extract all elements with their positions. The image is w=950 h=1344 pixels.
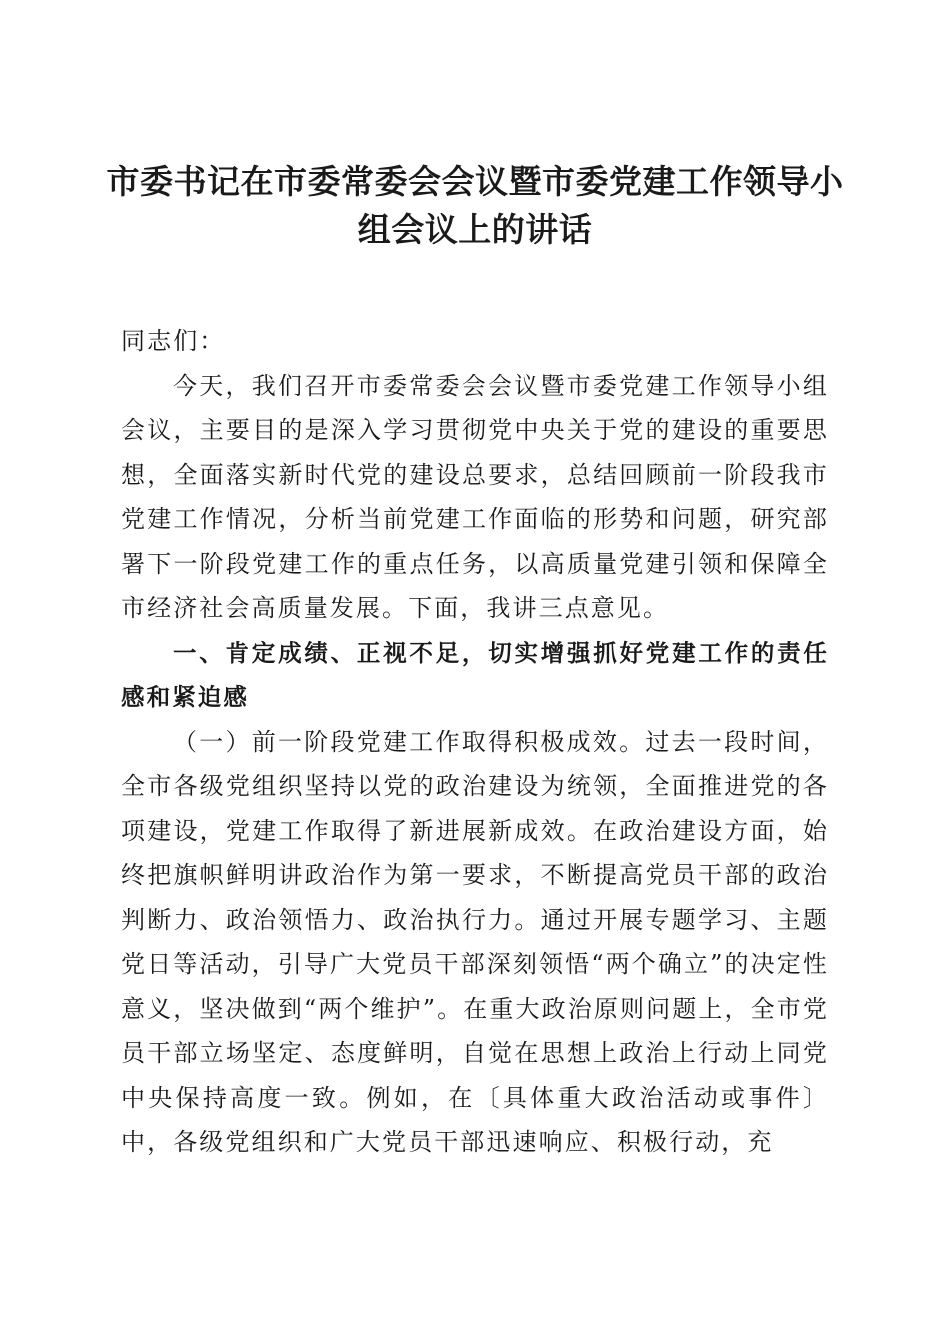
document-body <box>121 319 829 1165</box>
section-heading-1: 一、肯定成绩、正视不足，切实增强抓好党建工作的责任感和紧迫感 <box>121 638 829 711</box>
salutation: 同志们： <box>121 327 226 355</box>
intro-paragraph: 今天，我们召开市委常委会会议暨市委党建工作领导小组会议，主要目的是深入学习贯彻党中央关于党的建设的重要思想，全面落实新时代党的建设总要求，总结回顾前一阶段我市党建工作情况，分析当前党建工作面临的形势和问题，研究部署下一阶段党建工作的重点任务，以高质量党建引领和保障全市经济社会高质量发展。下面，我讲三点意见。 <box>121 371 829 622</box>
document-title: 市委书记在市委常委会会议暨市委党建工作领导小组会议上的讲话 <box>106 162 844 249</box>
subsection-body: 过去一段时间，全市各级党组织坚持以党的政治建设为统领，全面推进党的各项建设，党建工作取得了新进展新成效。在政治建设方面，始终把旗帜鲜明讲政治作为第一要求，不断提高党员干部的政治判断力、政治领悟力、政治执行力。通过开展专题学习、主题党日等活动，引导广大党员干部深刻领悟“两个确立”的决定性意义，坚决做到“两个维护”。在重大政治原则问题上，全市党员干部立场坚定、态度鲜明，自觉在思想上政治上行动上同党中央保持高度一致。例如，在〔具体重大政治活动或事件〕中，各级党组织和广大党员干部迅速响应、积极行动，充 <box>121 727 829 1156</box>
subsection-paragraph-1 <box>121 720 829 1165</box>
subsection-lead: （一）前一阶段党建工作取得积极成效。 <box>173 727 646 756</box>
